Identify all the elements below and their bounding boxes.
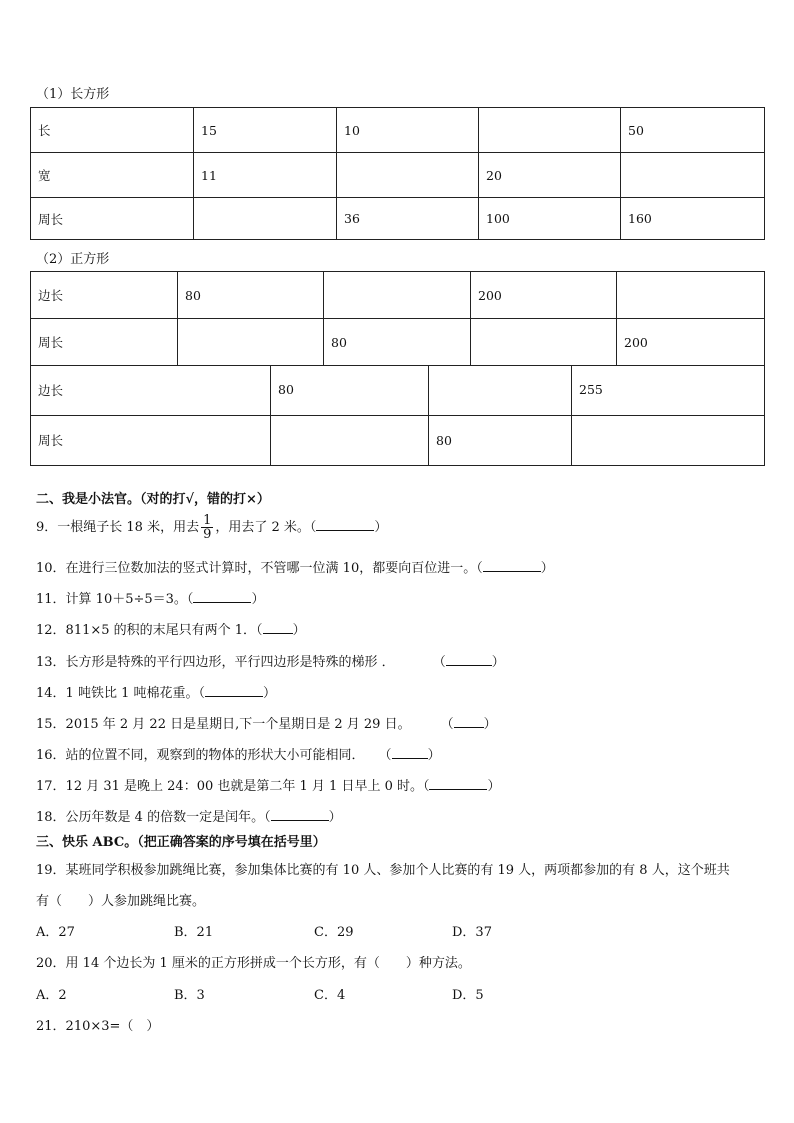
table-cell	[337, 153, 479, 198]
section-2-heading: 二、我是小法官。（对的打√，错的打×）	[36, 492, 270, 507]
q16-text: 16．站的位置不同，观察到的物体的形状大小可能相同．	[36, 748, 365, 763]
rect-table	[30, 107, 765, 240]
table-cell	[617, 272, 765, 319]
answer-blank[interactable]	[316, 518, 374, 531]
table-cell: 20	[479, 153, 621, 198]
q13-open: （	[432, 655, 446, 670]
table-row	[31, 365, 765, 415]
question-17	[36, 775, 501, 794]
fraction-numerator: 1	[203, 513, 212, 528]
table-cell: 80	[271, 365, 429, 415]
table-cell	[178, 319, 324, 366]
question-18	[36, 806, 342, 825]
question-21: 21．210×3=（ ）	[36, 1019, 160, 1034]
question-16	[36, 744, 441, 763]
option-a[interactable]: A．27	[36, 925, 75, 940]
table-cell: 50	[621, 108, 765, 153]
table-cell: 200	[471, 272, 617, 319]
table-cell: 80	[324, 319, 471, 366]
option-d[interactable]: D．5	[452, 988, 484, 1003]
table-cell	[429, 365, 572, 415]
q17-text: 17．12 月 31 是晚上 24：00 也就是第二年 1 月 1 日早上 0 时。（	[36, 779, 430, 794]
q11-close: ）	[251, 592, 265, 607]
table-row	[31, 153, 765, 198]
question-9	[36, 514, 387, 541]
q11-text: 11．计算 10＋5÷5＝3。（	[36, 592, 194, 607]
q16-open: （	[378, 748, 392, 763]
table-cell: 长	[31, 108, 194, 153]
table-cell: 10	[337, 108, 479, 153]
table-cell: 80	[429, 415, 572, 465]
answer-blank[interactable]	[205, 684, 263, 697]
q14-text: 14．1 吨铁比 1 吨棉花重。（	[36, 686, 205, 701]
question-13	[36, 651, 505, 670]
q13-text: 13．长方形是特殊的平行四边形，平行四边形是特殊的梯形 ．	[36, 655, 395, 670]
table-cell	[572, 415, 765, 465]
table-cell: 周长	[31, 319, 178, 366]
option-b[interactable]: B．3	[174, 988, 205, 1003]
table-cell: 边长	[31, 272, 178, 319]
table-cell	[471, 319, 617, 366]
q12-close: ）	[292, 623, 306, 638]
question-12	[36, 619, 306, 638]
question-20: 20．用 14 个边长为 1 厘米的正方形拼成一个长方形，有（ ）种方法。	[36, 956, 471, 971]
q9-text-post: ，用去了 2 米。（	[215, 520, 317, 535]
table-row	[31, 198, 765, 240]
question-11	[36, 588, 264, 607]
table-cell: 周长	[31, 198, 194, 240]
q9-close: ）	[374, 520, 388, 535]
q18-close: ）	[328, 810, 342, 825]
answer-blank[interactable]	[392, 746, 428, 759]
table-cell: 100	[479, 198, 621, 240]
answer-blank[interactable]	[446, 653, 492, 666]
square-table-b	[30, 365, 765, 466]
q17-close: ）	[487, 779, 501, 794]
square-section-label: （2）正方形	[36, 252, 110, 267]
question-15	[36, 713, 497, 732]
q16-close: ）	[427, 748, 441, 763]
q9-text-pre: 9．一根绳子长 18 米，用去	[36, 520, 200, 535]
answer-blank[interactable]	[271, 808, 329, 821]
table-row	[31, 272, 765, 319]
fraction-denominator: 9	[203, 527, 212, 542]
question-19-line2: 有（ ）人参加跳绳比赛。	[36, 894, 206, 909]
answer-blank[interactable]	[429, 777, 487, 790]
q12-text: 12．811×5 的积的末尾只有两个 1．（	[36, 623, 263, 638]
question-14	[36, 682, 276, 701]
table-cell: 36	[337, 198, 479, 240]
table-row	[31, 108, 765, 153]
table-cell: 160	[621, 198, 765, 240]
option-b[interactable]: B．21	[174, 925, 214, 940]
answer-blank[interactable]	[483, 559, 541, 572]
table-cell: 11	[194, 153, 337, 198]
table-cell	[271, 415, 429, 465]
table-row	[31, 415, 765, 465]
option-c[interactable]: C．4	[314, 988, 346, 1003]
table-cell: 255	[572, 365, 765, 415]
answer-blank[interactable]	[454, 715, 484, 728]
q10-close: ）	[540, 561, 554, 576]
table-cell: 边长	[31, 365, 271, 415]
option-a[interactable]: A．2	[36, 988, 67, 1003]
q10-text: 10．在进行三位数加法的竖式计算时，不管哪一位满 10，都要向百位进一。（	[36, 561, 483, 576]
fraction	[201, 514, 213, 541]
option-c[interactable]: C．29	[314, 925, 354, 940]
section-3-heading: 三、快乐 ABC。（把正确答案的序号填在括号里）	[36, 835, 326, 850]
table-cell: 宽	[31, 153, 194, 198]
table-cell	[479, 108, 621, 153]
answer-blank[interactable]	[263, 621, 293, 634]
answer-blank[interactable]	[193, 590, 251, 603]
q15-open: （	[440, 717, 454, 732]
q18-text: 18．公历年数是 4 的倍数一定是闰年。（	[36, 810, 271, 825]
table-row	[31, 319, 765, 366]
table-cell: 200	[617, 319, 765, 366]
table-cell	[324, 272, 471, 319]
square-table-a	[30, 271, 765, 366]
question-10	[36, 557, 554, 576]
table-cell	[194, 198, 337, 240]
q15-text: 15．2015 年 2 月 22 日是星期日,下一个星期日是 2 月 29 日。	[36, 717, 411, 732]
table-cell: 80	[178, 272, 324, 319]
q14-close: ）	[262, 686, 276, 701]
table-cell: 周长	[31, 415, 271, 465]
table-cell	[621, 153, 765, 198]
question-19-line1: 19．某班同学积极参加跳绳比赛，参加集体比赛的有 10 人、参加个人比赛的有 19 人，两项都参加的有 8 人，这个班共	[36, 863, 730, 878]
rect-section-label: （1）长方形	[36, 87, 110, 102]
q13-close: ）	[491, 655, 505, 670]
option-d[interactable]: D．37	[452, 925, 492, 940]
q15-close: ）	[483, 717, 497, 732]
table-cell: 15	[194, 108, 337, 153]
